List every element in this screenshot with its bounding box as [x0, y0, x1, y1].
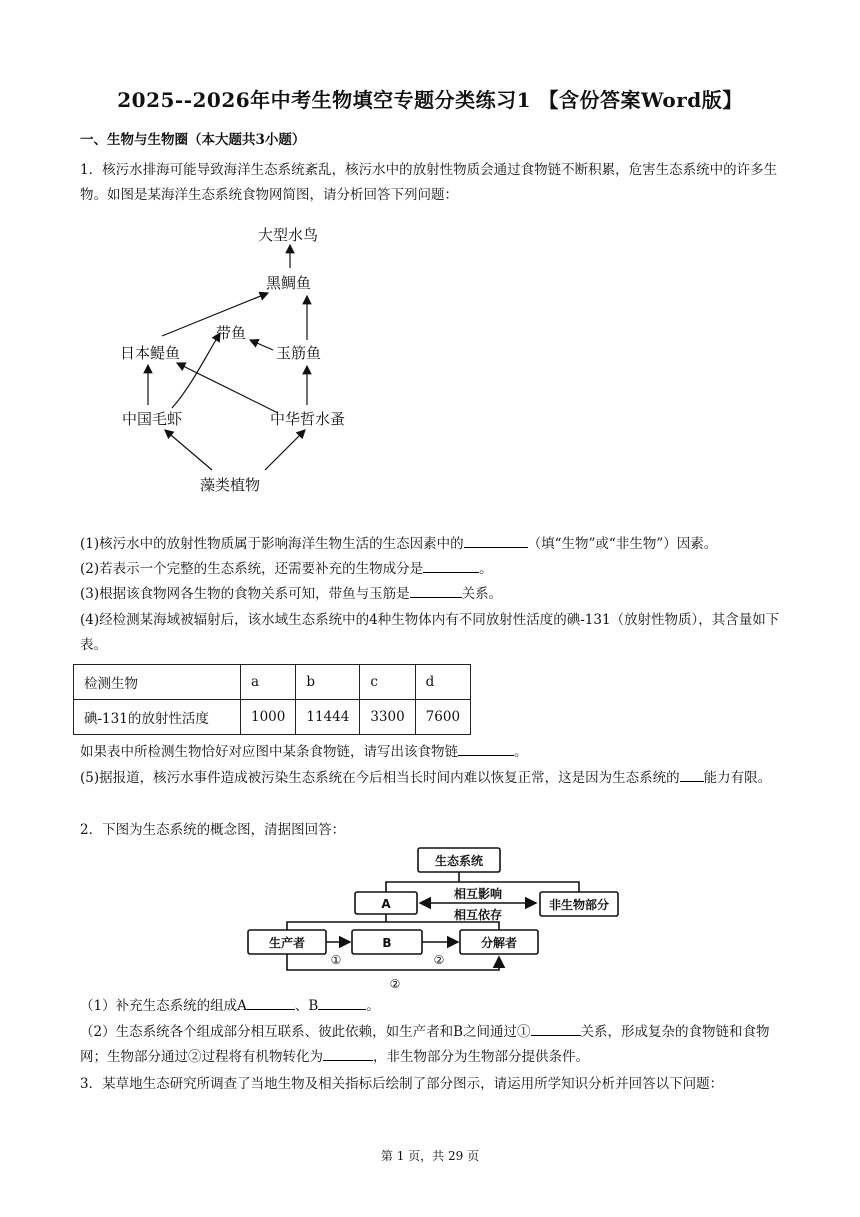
table-cell: d: [415, 665, 470, 700]
q1-sub4b: 如果表中所检测生物恰好对应图中某条食物链，请写出该食物链 。: [80, 740, 780, 765]
node-sand-lance: 玉筋鱼: [276, 344, 322, 362]
node-abiotic: 非生物部分: [548, 898, 610, 912]
section-heading: 一、生物与生物圈（本大题共3小题）: [80, 132, 306, 148]
table-cell: 检测生物: [74, 665, 241, 700]
q1-sub5: (5)据报道，核污水事件造成被污染生态系统在今后相当长时间内难以恢复正常，这是因为生态系统的 能力有限。: [80, 766, 780, 791]
node-ecosystem: 生态系统: [434, 854, 484, 868]
page-footer: 第 1 页，共 29 页: [380, 1149, 480, 1163]
node-chinese-shrimp: 中国毛虾: [122, 410, 183, 428]
node-hairtail: 带鱼: [216, 324, 247, 342]
table-cell: 碘-131的放射性活度: [74, 700, 241, 735]
q1-sub3: (3)根据该食物网各生物的食物关系可知，带鱼与玉筋是 关系。: [80, 582, 780, 607]
table-cell: c: [360, 665, 415, 700]
node-copepod: 中华哲水蚤: [270, 410, 346, 428]
node-algae: 藻类植物: [200, 476, 261, 494]
label-process-1: ①: [330, 953, 342, 967]
question-1-intro: 1．核污水排海可能导致海洋生态系统紊乱，核污水中的放射性物质会通过食物链不断积累，危害生态系统中的许多生物。如图是某海洋生态系统食物网简图，请分析回答下列问题：: [80, 162, 778, 203]
q2-sub1: （1）补充生态系统的组成A 、B 。: [80, 994, 780, 1019]
q1-sub2: (2)若表示一个完整的生态系统，还需要补充的生物成分是 。: [80, 557, 780, 582]
label-interact: 相互影响: [453, 887, 503, 901]
table-cell: 3300: [360, 700, 415, 735]
table-cell: 1000: [241, 700, 296, 735]
node-decomposer: 分解者: [480, 936, 518, 950]
q1-sub1: (1)核污水中的放射性物质属于影响海洋生物生活的生态因素中的 （填“生物”或“非生物”）因素。: [80, 532, 780, 557]
question-2-intro: 2．下图为生态系统的概念图，清据图回答：: [80, 822, 346, 838]
label-process-2b: ②: [389, 977, 401, 991]
ecosystem-concept-diagram: [240, 842, 630, 992]
table-cell: 11444: [296, 700, 360, 735]
question-3-intro: 3．某草地生态研究所调查了当地生物及相关指标后绘制了部分图示，请运用所学知识分析并回答以下问题：: [80, 1076, 724, 1092]
label-process-2a: ②: [433, 953, 445, 967]
q2-sub2: （2）生态系统各个组成部分相互联系、彼此依赖，如生产者和B之间通过① 关系，形成复杂的食物链和食物网；生物部分通过②过程将有机物转化为 ，非生物部分为生物部分提供条件。: [80, 1020, 780, 1070]
node-black-sea-bream: 黑鲷鱼: [266, 274, 312, 292]
node-large-waterbird: 大型水鸟: [258, 226, 319, 244]
node-b: B: [382, 936, 392, 950]
food-web-diagram: [100, 218, 380, 498]
iodine-table: [73, 664, 471, 735]
page-title: 2025--2026年中考生物填空专题分类练习1 【含份答案Word版】: [117, 88, 743, 112]
node-producer: 生产者: [268, 936, 306, 950]
table-cell: 7600: [415, 700, 470, 735]
node-a: A: [381, 897, 391, 911]
table-header-row: [74, 665, 471, 700]
label-depend: 相互依存: [453, 908, 503, 922]
q1-sub4: (4)经检测某海域被辐射后，该水域生态系统中的4种生物体内有不同放射性活度的碘-131（放射性物质），其含量如下表。: [80, 612, 780, 653]
table-cell: a: [241, 665, 296, 700]
node-japanese-anchovy: 日本鳀鱼: [120, 344, 181, 362]
table-cell: b: [296, 665, 360, 700]
table-row: [74, 700, 471, 735]
